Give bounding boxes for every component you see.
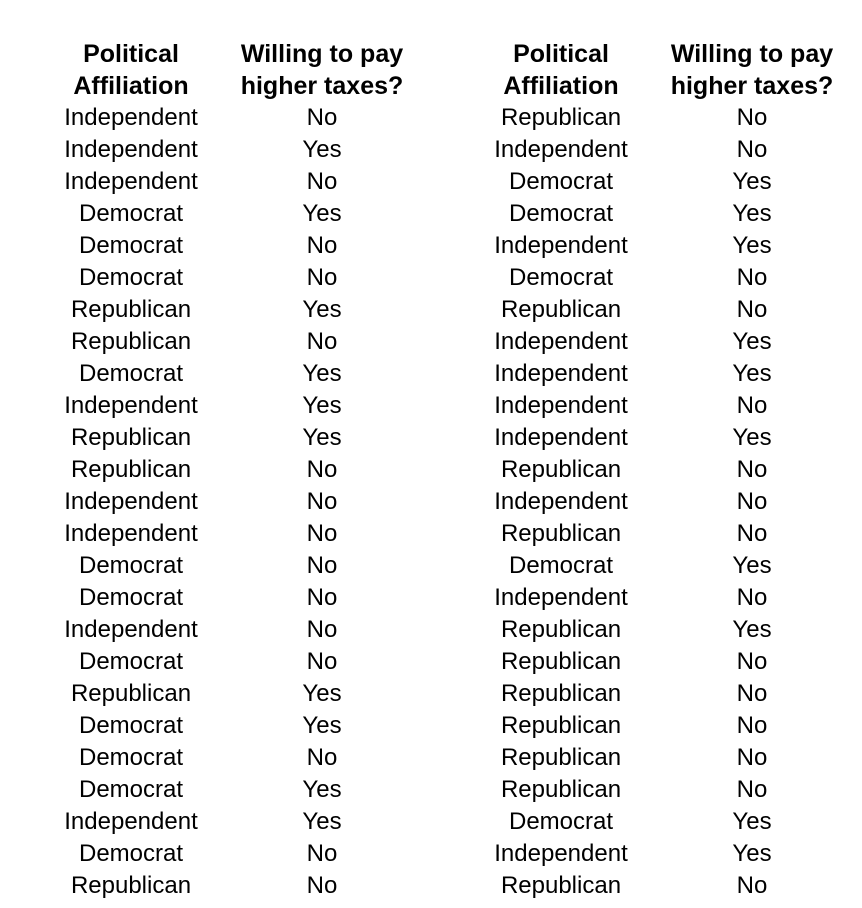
- taxes-cell: Yes: [732, 232, 772, 259]
- table-row: [470, 166, 852, 198]
- affiliation-cell: Republican: [500, 456, 622, 483]
- table-row: [40, 102, 422, 134]
- table-row: [40, 646, 422, 678]
- affiliation-cell: Republican: [500, 616, 622, 643]
- taxes-cell: No: [306, 616, 338, 643]
- header-line: higher taxes?: [670, 72, 834, 100]
- affiliation-cell: Independent: [494, 392, 628, 419]
- affiliation-cell: Republican: [500, 712, 622, 739]
- table-row: [40, 422, 422, 454]
- taxes-cell: No: [306, 168, 338, 195]
- affiliation-cell: Democrat: [78, 552, 184, 579]
- header-line: Political: [83, 40, 179, 68]
- table-row: [470, 870, 852, 902]
- affiliation-cell: Republican: [500, 104, 622, 131]
- affiliation-cell: Independent: [64, 392, 198, 419]
- table-row: [470, 678, 852, 710]
- taxes-cell: No: [736, 488, 768, 515]
- affiliation-cell: Republican: [70, 424, 192, 451]
- left-data-table-block: [40, 38, 422, 902]
- taxes-cell: No: [736, 264, 768, 291]
- taxes-cell: No: [736, 520, 768, 547]
- affiliation-cell: Independent: [494, 488, 628, 515]
- table-row: [40, 838, 422, 870]
- table-row: [40, 870, 422, 902]
- header-line: higher taxes?: [240, 72, 404, 100]
- table-row: [470, 710, 852, 742]
- affiliation-cell: Independent: [494, 840, 628, 867]
- table-row: [470, 806, 852, 838]
- affiliation-cell: Democrat: [78, 200, 184, 227]
- taxes-cell: No: [306, 328, 338, 355]
- header-line: Willing to pay: [240, 40, 404, 68]
- affiliation-cell: Republican: [500, 648, 622, 675]
- header-line: Political: [513, 40, 609, 68]
- affiliation-cell: Republican: [70, 328, 192, 355]
- table-row: [40, 134, 422, 166]
- taxes-cell: Yes: [302, 200, 342, 227]
- taxes-cell: Yes: [302, 136, 342, 163]
- table-row: [470, 486, 852, 518]
- table-row: [470, 454, 852, 486]
- taxes-cell: Yes: [302, 360, 342, 387]
- political-affiliation-header: [40, 38, 222, 102]
- affiliation-cell: Independent: [494, 328, 628, 355]
- right-data-table: [470, 38, 852, 902]
- affiliation-cell: Republican: [70, 872, 192, 899]
- table-row: [470, 774, 852, 806]
- affiliation-cell: Democrat: [78, 712, 184, 739]
- affiliation-cell: Democrat: [78, 232, 184, 259]
- affiliation-cell: Democrat: [78, 648, 184, 675]
- affiliation-cell: Democrat: [508, 808, 614, 835]
- table-row: [470, 422, 852, 454]
- taxes-cell: Yes: [732, 616, 772, 643]
- affiliation-cell: Independent: [64, 808, 198, 835]
- table-row: [40, 198, 422, 230]
- table-row: [40, 742, 422, 774]
- taxes-cell: No: [306, 264, 338, 291]
- table-row: [470, 518, 852, 550]
- taxes-cell: Yes: [302, 392, 342, 419]
- affiliation-cell: Independent: [64, 616, 198, 643]
- affiliation-cell: Independent: [64, 136, 198, 163]
- table-row: [40, 582, 422, 614]
- taxes-cell: Yes: [302, 296, 342, 323]
- taxes-cell: Yes: [302, 680, 342, 707]
- right-table-body: [470, 102, 852, 902]
- affiliation-cell: Republican: [70, 456, 192, 483]
- taxes-cell: No: [306, 104, 338, 131]
- table-row: [40, 358, 422, 390]
- affiliation-cell: Republican: [500, 872, 622, 899]
- taxes-cell: Yes: [732, 200, 772, 227]
- table-row: [470, 294, 852, 326]
- affiliation-cell: Independent: [64, 168, 198, 195]
- affiliation-cell: Independent: [494, 232, 628, 259]
- affiliation-cell: Independent: [494, 360, 628, 387]
- taxes-cell: Yes: [302, 776, 342, 803]
- table-row: [470, 198, 852, 230]
- affiliation-cell: Democrat: [508, 168, 614, 195]
- table-row: [470, 582, 852, 614]
- affiliation-cell: Republican: [500, 776, 622, 803]
- table-row: [470, 550, 852, 582]
- affiliation-cell: Democrat: [78, 776, 184, 803]
- affiliation-cell: Independent: [64, 488, 198, 515]
- taxes-cell: Yes: [302, 808, 342, 835]
- taxes-cell: No: [736, 744, 768, 771]
- affiliation-cell: Republican: [500, 296, 622, 323]
- table-row: [40, 614, 422, 646]
- table-header-row: [470, 38, 852, 102]
- affiliation-cell: Republican: [500, 680, 622, 707]
- affiliation-cell: Democrat: [508, 552, 614, 579]
- taxes-cell: No: [736, 456, 768, 483]
- taxes-cell: No: [736, 296, 768, 323]
- taxes-cell: Yes: [732, 840, 772, 867]
- affiliation-cell: Independent: [494, 136, 628, 163]
- taxes-cell: No: [306, 840, 338, 867]
- table-row: [470, 742, 852, 774]
- taxes-cell: No: [736, 712, 768, 739]
- taxes-cell: No: [306, 872, 338, 899]
- affiliation-cell: Democrat: [78, 840, 184, 867]
- taxes-cell: No: [736, 872, 768, 899]
- table-row: [40, 166, 422, 198]
- table-row: [40, 294, 422, 326]
- affiliation-cell: Democrat: [78, 264, 184, 291]
- table-row: [40, 550, 422, 582]
- header-line: Willing to pay: [670, 40, 834, 68]
- table-row: [470, 262, 852, 294]
- affiliation-cell: Independent: [64, 104, 198, 131]
- taxes-cell: No: [306, 488, 338, 515]
- taxes-cell: No: [306, 520, 338, 547]
- taxes-cell: Yes: [732, 168, 772, 195]
- affiliation-cell: Democrat: [78, 584, 184, 611]
- table-row: [470, 326, 852, 358]
- taxes-cell: No: [306, 744, 338, 771]
- taxes-cell: Yes: [302, 712, 342, 739]
- table-row: [40, 326, 422, 358]
- affiliation-cell: Democrat: [78, 744, 184, 771]
- taxes-cell: No: [306, 456, 338, 483]
- header-line: Affiliation: [503, 72, 619, 100]
- affiliation-cell: Democrat: [78, 360, 184, 387]
- taxes-cell: Yes: [732, 808, 772, 835]
- taxes-cell: Yes: [732, 360, 772, 387]
- taxes-cell: No: [306, 552, 338, 579]
- taxes-cell: No: [736, 648, 768, 675]
- willing-to-pay-header: [652, 38, 852, 102]
- table-row: [40, 262, 422, 294]
- affiliation-cell: Independent: [64, 520, 198, 547]
- taxes-cell: No: [736, 680, 768, 707]
- table-row: [470, 838, 852, 870]
- taxes-cell: Yes: [732, 328, 772, 355]
- political-affiliation-header: [470, 38, 652, 102]
- table-row: [470, 358, 852, 390]
- taxes-cell: No: [736, 776, 768, 803]
- table-row: [470, 102, 852, 134]
- affiliation-cell: Republican: [500, 520, 622, 547]
- table-row: [40, 710, 422, 742]
- table-row: [40, 230, 422, 262]
- affiliation-cell: Democrat: [508, 200, 614, 227]
- taxes-cell: No: [306, 232, 338, 259]
- taxes-cell: Yes: [302, 424, 342, 451]
- table-row: [40, 390, 422, 422]
- table-row: [40, 518, 422, 550]
- taxes-cell: No: [306, 648, 338, 675]
- taxes-cell: No: [736, 104, 768, 131]
- taxes-cell: Yes: [732, 552, 772, 579]
- table-row: [40, 678, 422, 710]
- taxes-cell: No: [736, 584, 768, 611]
- table-row: [470, 646, 852, 678]
- right-data-table-block: [470, 38, 852, 902]
- affiliation-cell: Republican: [70, 680, 192, 707]
- affiliation-cell: Democrat: [508, 264, 614, 291]
- taxes-cell: Yes: [732, 424, 772, 451]
- table-row: [470, 230, 852, 262]
- affiliation-cell: Republican: [500, 744, 622, 771]
- table-header-row: [40, 38, 422, 102]
- table-row: [40, 774, 422, 806]
- table-row: [470, 134, 852, 166]
- willing-to-pay-header: [222, 38, 422, 102]
- affiliation-cell: Republican: [70, 296, 192, 323]
- table-row: [470, 614, 852, 646]
- table-row: [40, 486, 422, 518]
- taxes-cell: No: [736, 392, 768, 419]
- table-row: [40, 806, 422, 838]
- affiliation-cell: Independent: [494, 584, 628, 611]
- table-row: [40, 454, 422, 486]
- header-line: Affiliation: [73, 72, 189, 100]
- taxes-cell: No: [306, 584, 338, 611]
- taxes-cell: No: [736, 136, 768, 163]
- left-table-body: [40, 102, 422, 902]
- table-row: [470, 390, 852, 422]
- affiliation-cell: Independent: [494, 424, 628, 451]
- left-data-table: [40, 38, 422, 902]
